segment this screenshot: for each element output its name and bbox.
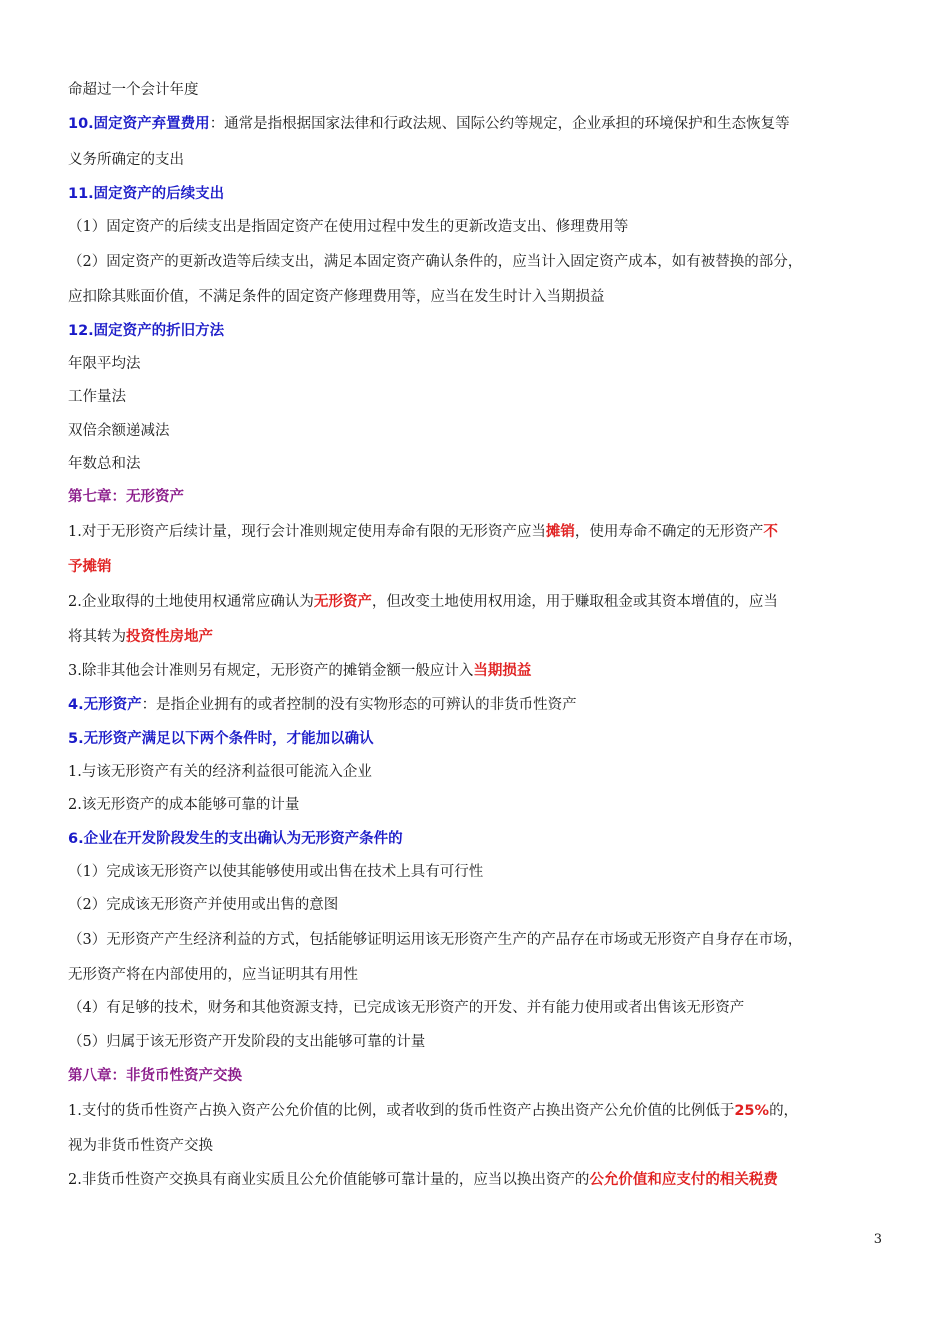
body-text: 3.除非其他会计准则另有规定，无形资产的摊销金额一般应计入 (68, 663, 474, 679)
text-line (68, 862, 890, 882)
highlight-text: 无形资产 (313, 594, 372, 610)
body-text: 1.支付的货币性资产占换入资产公允价值的比例，或者收到的货币性资产占换出资产公允价值的比例低于 (68, 1103, 735, 1119)
text-line (68, 114, 890, 134)
text-line (68, 965, 890, 985)
section-heading: 10.固定资产弃置费用 (68, 116, 210, 132)
text-line (68, 695, 890, 715)
text-line (68, 829, 890, 849)
section-heading: 6.企业在开发阶段发生的支出确认为无形资产条件的 (68, 831, 403, 847)
text-line (68, 627, 890, 647)
text-line (68, 421, 890, 441)
text-line (68, 1101, 890, 1121)
section-heading: 4.无形资产 (68, 697, 142, 713)
body-text: 视为非货币性资产交换 (68, 1138, 213, 1154)
highlight-text: 投资性房地产 (126, 629, 213, 645)
text-line (68, 387, 890, 407)
highlight-text: 当期损益 (473, 663, 532, 679)
body-text: 双倍余额递减法 (68, 423, 170, 439)
body-text: 命超过一个会计年度 (68, 82, 199, 98)
text-line (68, 895, 890, 915)
body-text: 将其转为 (68, 629, 126, 645)
text-line (68, 729, 890, 749)
text-line (68, 487, 890, 507)
text-line (68, 150, 890, 170)
highlight-text: 不 (763, 524, 778, 540)
text-line (68, 522, 890, 542)
text-line (68, 1032, 890, 1052)
highlight-text: 摊销 (545, 524, 575, 540)
text-line (68, 1136, 890, 1156)
body-text: ：是指企业拥有的或者控制的没有实物形态的可辨认的非货币性资产 (141, 697, 577, 713)
page-number: 3 (873, 1232, 882, 1247)
text-line (68, 184, 890, 204)
body-text: 年数总和法 (68, 456, 141, 472)
text-line (68, 354, 890, 374)
text-line (68, 217, 890, 237)
text-line (68, 661, 890, 681)
body-text: ：通常是指根据国家法律和行政法规、国际公约等规定，企业承担的环境保护和生态恢复等 (209, 116, 790, 132)
body-text: ，但改变土地使用权用途，用于赚取租金或其资本增值的，应当 (371, 594, 778, 610)
body-text: 2.该无形资产的成本能够可靠的计量 (68, 797, 300, 813)
body-text: （5）归属于该无形资产开发阶段的支出能够可靠的计量 (68, 1034, 426, 1050)
body-text: 工作量法 (68, 389, 126, 405)
section-heading: 11.固定资产的后续支出 (68, 186, 225, 202)
text-line (68, 454, 890, 474)
text-line (68, 592, 890, 612)
body-text: 2.非货币性资产交换具有商业实质且公允价值能够可靠计量的，应当以换出资产的 (68, 1172, 590, 1188)
body-text: （2）完成该无形资产并使用或出售的意图 (68, 897, 339, 913)
body-text: （2）固定资产的更新改造等后续支出，满足本固定资产确认条件的，应当计入固定资产成本，如有被替换的部分， (68, 254, 803, 270)
highlight-text: 公允价值和应支付的相关税费 (589, 1172, 778, 1188)
body-text: 无形资产将在内部使用的，应当证明其有用性 (68, 967, 358, 983)
body-text: 1.对于无形资产后续计量，现行会计准则规定使用寿命有限的无形资产应当 (68, 524, 546, 540)
body-text: 2.企业取得的土地使用权通常应确认为 (68, 594, 314, 610)
body-text: 的， (769, 1103, 799, 1119)
chapter-heading: 第八章：非货币性资产交换 (68, 1068, 242, 1084)
body-text: （3）无形资产产生经济利益的方式，包括能够证明运用该无形资产生产的产品存在市场或无形资产自身存在市场， (68, 932, 803, 948)
text-line (68, 1170, 890, 1190)
text-line (68, 930, 890, 950)
body-text: 义务所确定的支出 (68, 152, 184, 168)
body-text: 1.与该无形资产有关的经济利益很可能流入企业 (68, 764, 372, 780)
highlight-text: 予摊销 (68, 559, 112, 575)
text-line (68, 80, 890, 100)
text-line (68, 998, 890, 1018)
body-text: （1）固定资产的后续支出是指固定资产在使用过程中发生的更新改造支出、修理费用等 (68, 219, 629, 235)
body-text: （4）有足够的技术，财务和其他资源支持，已完成该无形资产的开发、并有能力使用或者出售该无形资产 (68, 1000, 745, 1016)
body-text: ，使用寿命不确定的无形资产 (574, 524, 764, 540)
text-line (68, 252, 890, 272)
text-line (68, 762, 890, 782)
text-line (68, 1066, 890, 1086)
body-text: 应扣除其账面价值，不满足条件的固定资产修理费用等，应当在发生时计入当期损益 (68, 289, 605, 305)
text-line (68, 557, 890, 577)
section-heading: 5.无形资产满足以下两个条件时，才能加以确认 (68, 731, 374, 747)
text-line (68, 321, 890, 341)
text-line (68, 287, 890, 307)
section-heading: 12.固定资产的折旧方法 (68, 323, 225, 339)
body-text: 年限平均法 (68, 356, 141, 372)
highlight-text: 25% (734, 1103, 770, 1119)
body-text: （1）完成该无形资产以使其能够使用或出售在技术上具有可行性 (68, 864, 484, 880)
text-line (68, 795, 890, 815)
chapter-heading: 第七章：无形资产 (68, 489, 184, 505)
